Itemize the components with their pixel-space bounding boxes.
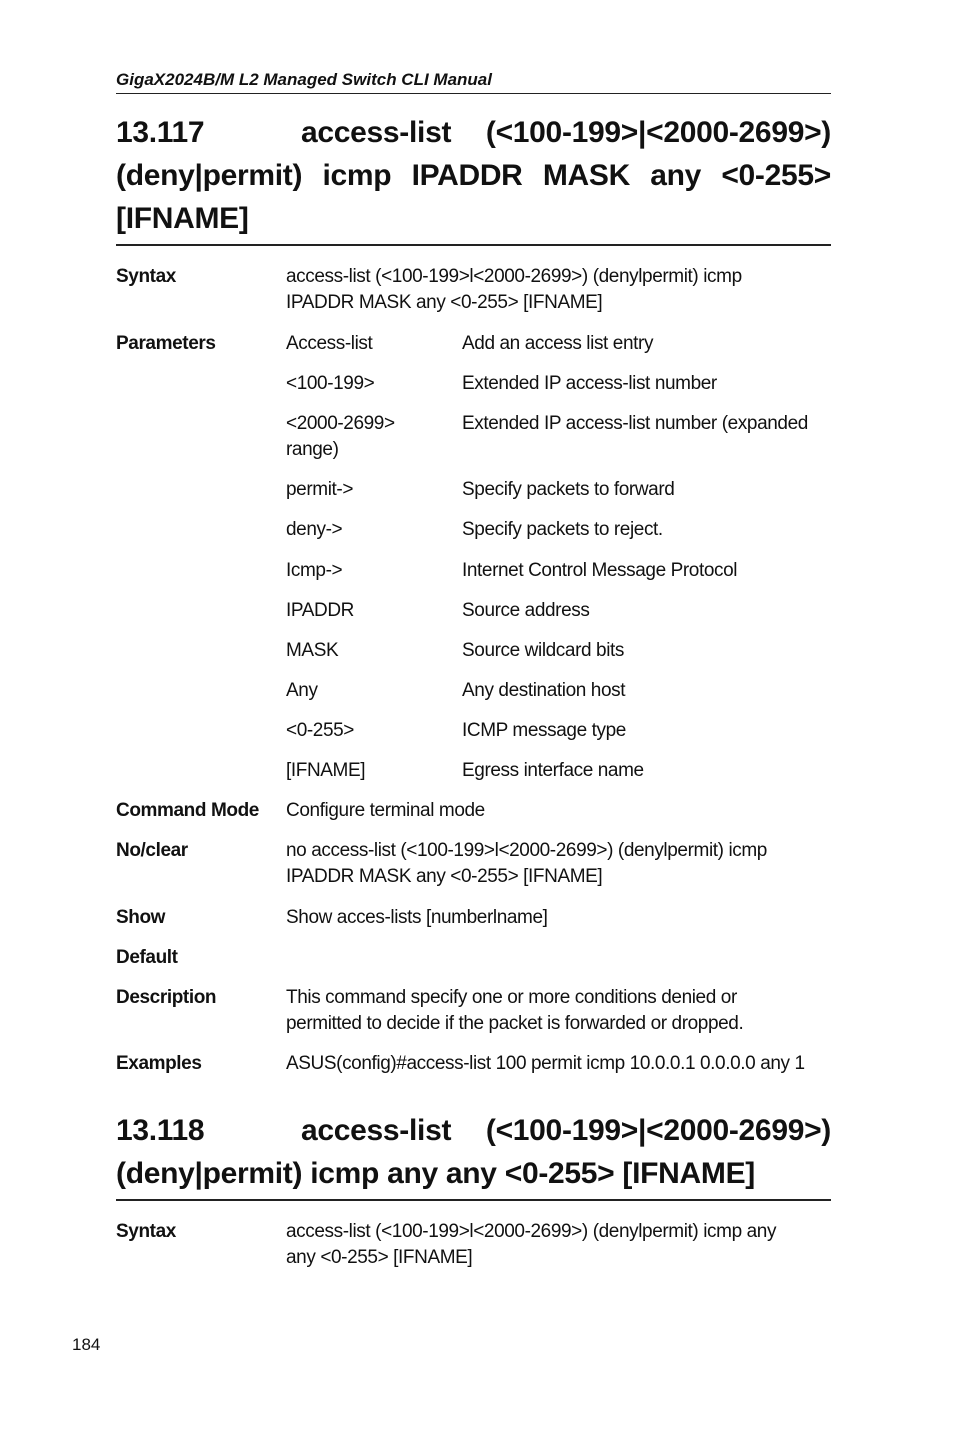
- syntax-value: [286, 264, 834, 316]
- param-name: Any: [286, 680, 318, 701]
- param-desc: Specify packets to reject.: [462, 519, 663, 540]
- param-name: range): [286, 439, 339, 460]
- default-label: Default: [116, 947, 178, 968]
- section-number: 13.118: [116, 1114, 205, 1147]
- param-name: <100-199>: [286, 373, 375, 394]
- param-desc: Egress interface name: [462, 760, 644, 781]
- noclear-value: [286, 838, 834, 890]
- section-heading-13-117: [116, 111, 831, 246]
- description-line-1: This command specify one or more conditions denied or: [286, 987, 737, 1008]
- param-name: <2000-2699>: [286, 413, 395, 434]
- syntax-value: [286, 1219, 834, 1271]
- heading-line-1: access-list (<100-199>|<2000-2699>): [301, 1114, 831, 1147]
- param-name: <0-255>: [286, 720, 354, 741]
- param-name: permit->: [286, 479, 354, 500]
- parameters-label: Parameters: [116, 333, 216, 354]
- noclear-line-1: no access-list (<100-199>l<2000-2699>) (denylpermit) icmp: [286, 840, 767, 861]
- param-name: Access-list: [286, 333, 373, 354]
- description-label: Description: [116, 987, 217, 1008]
- page-number: 184: [72, 1335, 101, 1354]
- param-desc: Any destination host: [462, 680, 626, 701]
- syntax-label: Syntax: [116, 266, 176, 287]
- examples-label: Examples: [116, 1053, 202, 1074]
- param-name: Icmp->: [286, 560, 343, 581]
- param-name: deny->: [286, 519, 343, 540]
- syntax-line-2: any <0-255> [IFNAME]: [286, 1247, 473, 1268]
- param-desc: Internet Control Message Protocol: [462, 560, 738, 581]
- heading-line-2: (deny|permit) icmp any any <0-255> [IFNAME]: [116, 1157, 755, 1190]
- param-desc: ICMP message type: [462, 720, 626, 741]
- running-header: GigaX2024B/M L2 Managed Switch CLI Manual: [116, 70, 831, 94]
- section-number: 13.117: [116, 116, 205, 149]
- heading-line-3: [IFNAME]: [116, 202, 249, 235]
- param-name: IPADDR: [286, 600, 354, 621]
- show-label: Show: [116, 907, 166, 928]
- param-desc: Source address: [462, 600, 590, 621]
- param-desc: Extended IP access-list number: [462, 373, 717, 394]
- syntax-label: Syntax: [116, 1221, 176, 1242]
- description-value: [286, 985, 834, 1037]
- param-name: [IFNAME]: [286, 760, 366, 781]
- section-heading-13-118: [116, 1109, 831, 1201]
- noclear-label: No/clear: [116, 840, 188, 861]
- description-line-2: permitted to decide if the packet is forwarded or dropped.: [286, 1013, 744, 1034]
- heading-line-1: access-list (<100-199>|<2000-2699>): [301, 116, 831, 149]
- noclear-line-2: IPADDR MASK any <0-255> [IFNAME]: [286, 866, 603, 887]
- param-desc: Extended IP access-list number (expanded: [462, 413, 808, 434]
- command-mode-label: Command Mode: [116, 800, 259, 821]
- param-desc: Source wildcard bits: [462, 640, 625, 661]
- param-name: MASK: [286, 640, 339, 661]
- show-value: Show acces-lists [numberlname]: [286, 907, 548, 928]
- heading-line-2: (deny|permit) icmp IPADDR MASK any <0-255>: [116, 159, 831, 192]
- syntax-line-2: IPADDR MASK any <0-255> [IFNAME]: [286, 292, 603, 313]
- command-mode-value: Configure terminal mode: [286, 800, 485, 821]
- examples-value: ASUS(config)#access-list 100 permit icmp 10.0.0.1 0.0.0.0 any 1: [286, 1053, 805, 1074]
- param-desc: Add an access list entry: [462, 333, 654, 354]
- syntax-line-1: access-list (<100-199>l<2000-2699>) (denylpermit) icmp any: [286, 1221, 777, 1242]
- param-desc: Specify packets to forward: [462, 479, 675, 500]
- syntax-line-1: access-list (<100-199>l<2000-2699>) (denylpermit) icmp: [286, 266, 742, 287]
